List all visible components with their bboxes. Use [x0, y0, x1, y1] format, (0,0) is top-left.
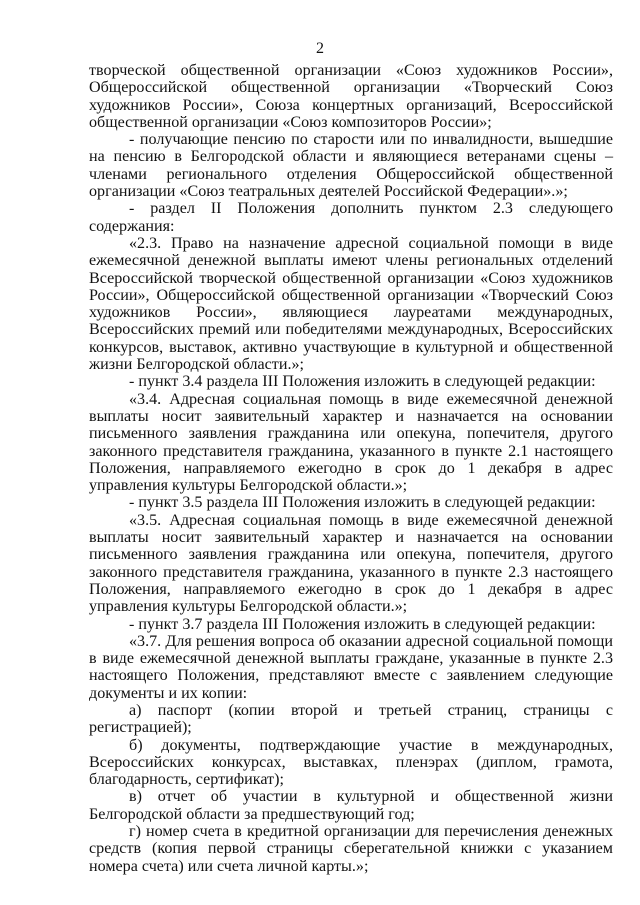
paragraph-clause-3-4: «3.4. Адресная социальная помощь в виде ежемесячной денежной выплаты носит заявительный характер и назначается на основании письменного заявления гражданина или опекуна, попечителя, другого законного представителя гражданина, указанного в пункте 2.1 настоящего Положения, направляемого ежегодно в срок до 1 декабря в адрес управления культуры Белгородской области.»;	[89, 390, 613, 495]
paragraph-pensioners: - получающие пенсию по старости или по инвалидности, вышедшие на пенсию в Белгородской области и являющиеся ветеранами сцены – членами регионального отделения Общероссийской общественной организации «Союз театральных деятелей Российской Федерации».»;	[89, 131, 613, 201]
list-item-b: б) документы, подтверждающие участие в международных, Всероссийских конкурсах, выставках, пленэрах (диплом, грамота, благодарность, сертификат);	[89, 736, 613, 789]
document-body	[89, 62, 613, 875]
list-item-g: г) номер счета в кредитной организации для перечисления денежных средств (копия первой страницы сберегательной книжки с указанием номера счета) или счета личной карты.»;	[89, 823, 613, 875]
paragraph-amend-clause-3-4: - пункт 3.4 раздела III Положения изложить в следующей редакции:	[129, 373, 596, 391]
list-item-v: в) отчет об участии в культурной и общественной жизни Белгородской области за предшествующий год;	[89, 788, 613, 823]
paragraph-clause-2-3: «2.3. Право на назначение адресной социальной помощи в виде ежемесячной денежной выплаты имеют члены региональных отделений Всероссийской творческой общественной организации «Союз художников России», Общероссийской общественной организации «Творческий Союз художников России», являющиеся лауреатами международных, Всероссийских премий или победителями международных, Всероссийских конкурсов, выставок, активно участвующие в культурной и общественной жизни Белгородской области.»;	[89, 234, 613, 374]
paragraph-amend-clause-3-5: - пункт 3.5 раздела III Положения изложить в следующей редакции:	[129, 494, 596, 512]
paragraph-amend-section-2: - раздел II Положения дополнить пунктом 2.3 следующего содержания:	[89, 200, 613, 235]
list-item-a: а) паспорт (копии второй и третьей страниц, страницы с регистрацией);	[89, 701, 613, 737]
paragraph-amend-clause-3-7: - пункт 3.7 раздела III Положения изложить в следующей редакции:	[129, 615, 596, 633]
paragraph-clause-3-5: «3.5. Адресная социальная помощь в виде ежемесячной денежной выплаты носит заявительный характер и назначается на основании письменного заявления гражданина или опекуна, попечителя, другого законного представителя гражданина, указанного в пункте 2.3 настоящего Положения, направляемого ежегодно в срок до 1 декабря в адрес управления культуры Белгородской области.»;	[89, 511, 613, 616]
paragraph-clause-3-7: «3.7. Для решения вопроса об оказании адресной социальной помощи в виде ежемесячной денежной выплаты граждане, указанные в пункте 2.3 настоящего Положения, представляют вместе с заявлением следующие документы и их копии:	[89, 632, 613, 702]
paragraph-continuation: творческой общественной организации «Союз художников России», Общероссийской общественной организации «Творческий Союз художников России», Союза концертных организаций, Всероссийской общественной организации «Союз композиторов России»;	[89, 62, 613, 131]
page-number: 2	[316, 40, 324, 57]
